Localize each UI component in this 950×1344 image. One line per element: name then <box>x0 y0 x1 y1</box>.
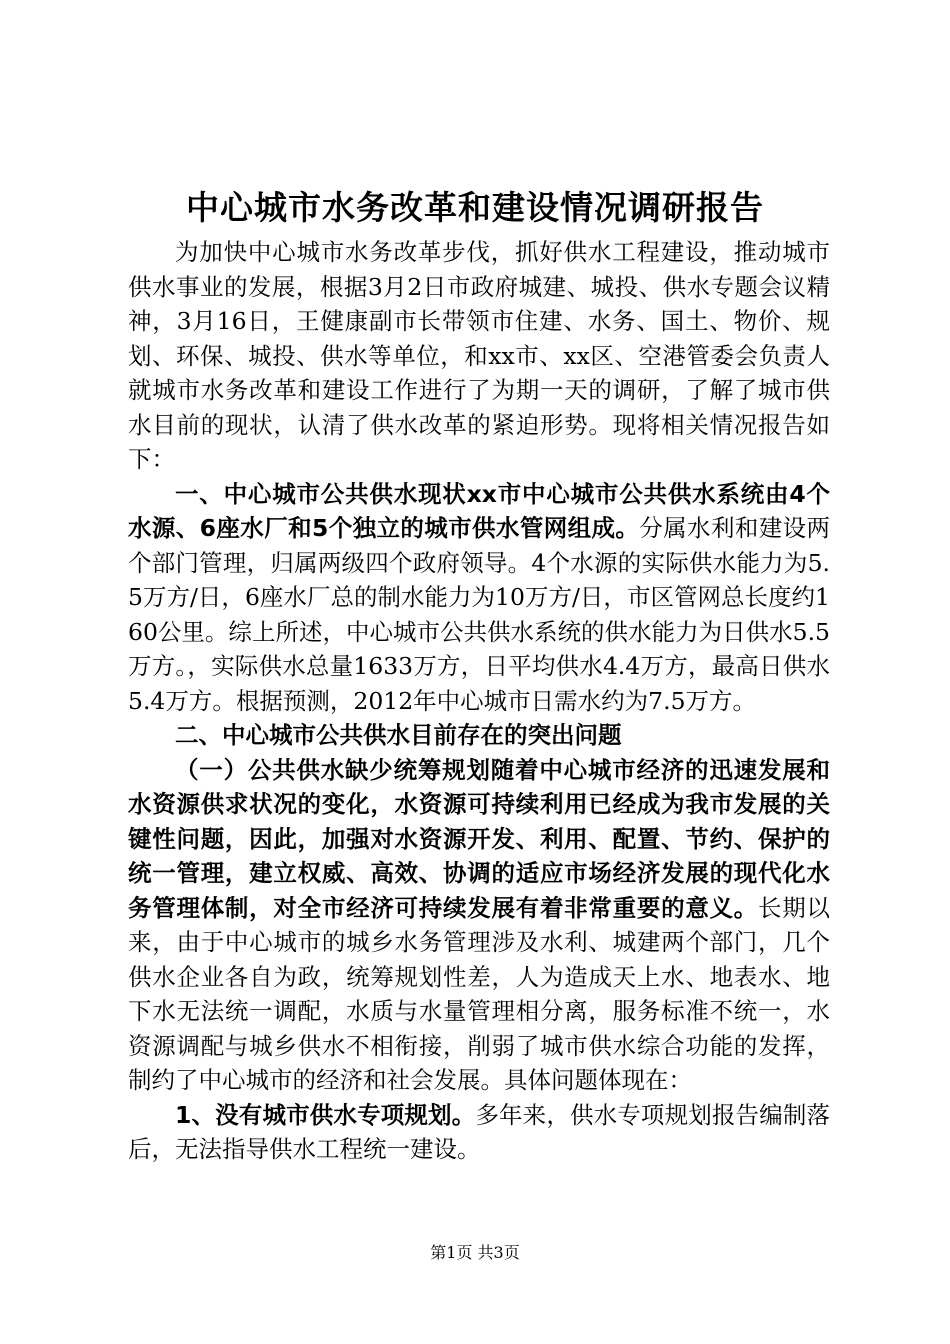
document-body <box>128 235 830 1167</box>
section-1-paragraph <box>128 477 830 719</box>
section-2-heading: 二、中心城市公共供水目前存在的突出问题 <box>175 721 622 749</box>
item-1-paragraph <box>128 1098 830 1167</box>
subsection-1-heading: （一）公共供水缺少统筹规划随着中心城市经济的迅速发展和水资源供求状况的变化，水资源可持续利用已经成为我市发展的关键性问题，因此，加强对水资源开发、利用、配置、节约、保护的统一管理，建立权威、高效、协调的适应市场经济发展的现代化水务管理体制，对全市经济可持续发展有着非常重要的意义。 <box>128 755 830 922</box>
section-1-heading: 一、中心城市公共供水现状xx市中心城市公共供水系统由4个水源、6座水厂和5个独立的城市供水管网组成。 <box>128 479 830 542</box>
page-footer: 第1页 共3页 <box>430 1243 520 1262</box>
subsection-1-paragraph <box>128 753 830 1098</box>
document-title: 中心城市水务改革和建设情况调研报告 <box>186 188 764 227</box>
item-1-heading: 1、没有城市供水专项规划。 <box>175 1100 476 1129</box>
subsection-1-text: 长期以来，由于中心城市的城乡水务管理涉及水利、城建两个部门，几个供水企业各自为政，统筹规划性差，人为造成天上水、地表水、地下水无法统一调配，水质与水量管理相分离，服务标准不统一，水资源调配与城乡供水不相衔接，削弱了城市供水综合功能的发挥，制约了中心城市的经济和社会发展。具体问题体现在： <box>128 893 831 1094</box>
section-2-paragraph <box>128 718 830 753</box>
intro-text: 为加快中心城市水务改革步伐，抓好供水工程建设，推动城市供水事业的发展，根据3月2日市政府城建、城投、供水专题会议精神，3月16日，王健康副市长带领市住建、水务、国土、物价、规划、环保、城投、供水等单位，和xx市、xx区、空港管委会负责人就城市水务改革和建设工作进行了为期一天的调研，了解了城市供水目前的现状，认清了供水改革的紧迫形势。现将相关情况报告如下： <box>128 238 830 473</box>
section-1-text: 分属水利和建设两个部门管理，归属两级四个政府领导。4个水源的实际供水能力为5.5万方/日，6座水厂总的制水能力为10万方/日，市区管网总长度约160公里。综上所述，中心城市公共供水系统的供水能力为日供水5.5万方。，实际供水总量1633万方，日平均供水4.4万方，最高日供水5.4万方。根据预测，2012年中心城市日需水约为7.5万方。 <box>128 514 831 715</box>
intro-paragraph <box>128 235 830 477</box>
item-1-text: 多年来，供水专项规划报告编制落后，无法指导供水工程统一建设。 <box>128 1100 831 1163</box>
